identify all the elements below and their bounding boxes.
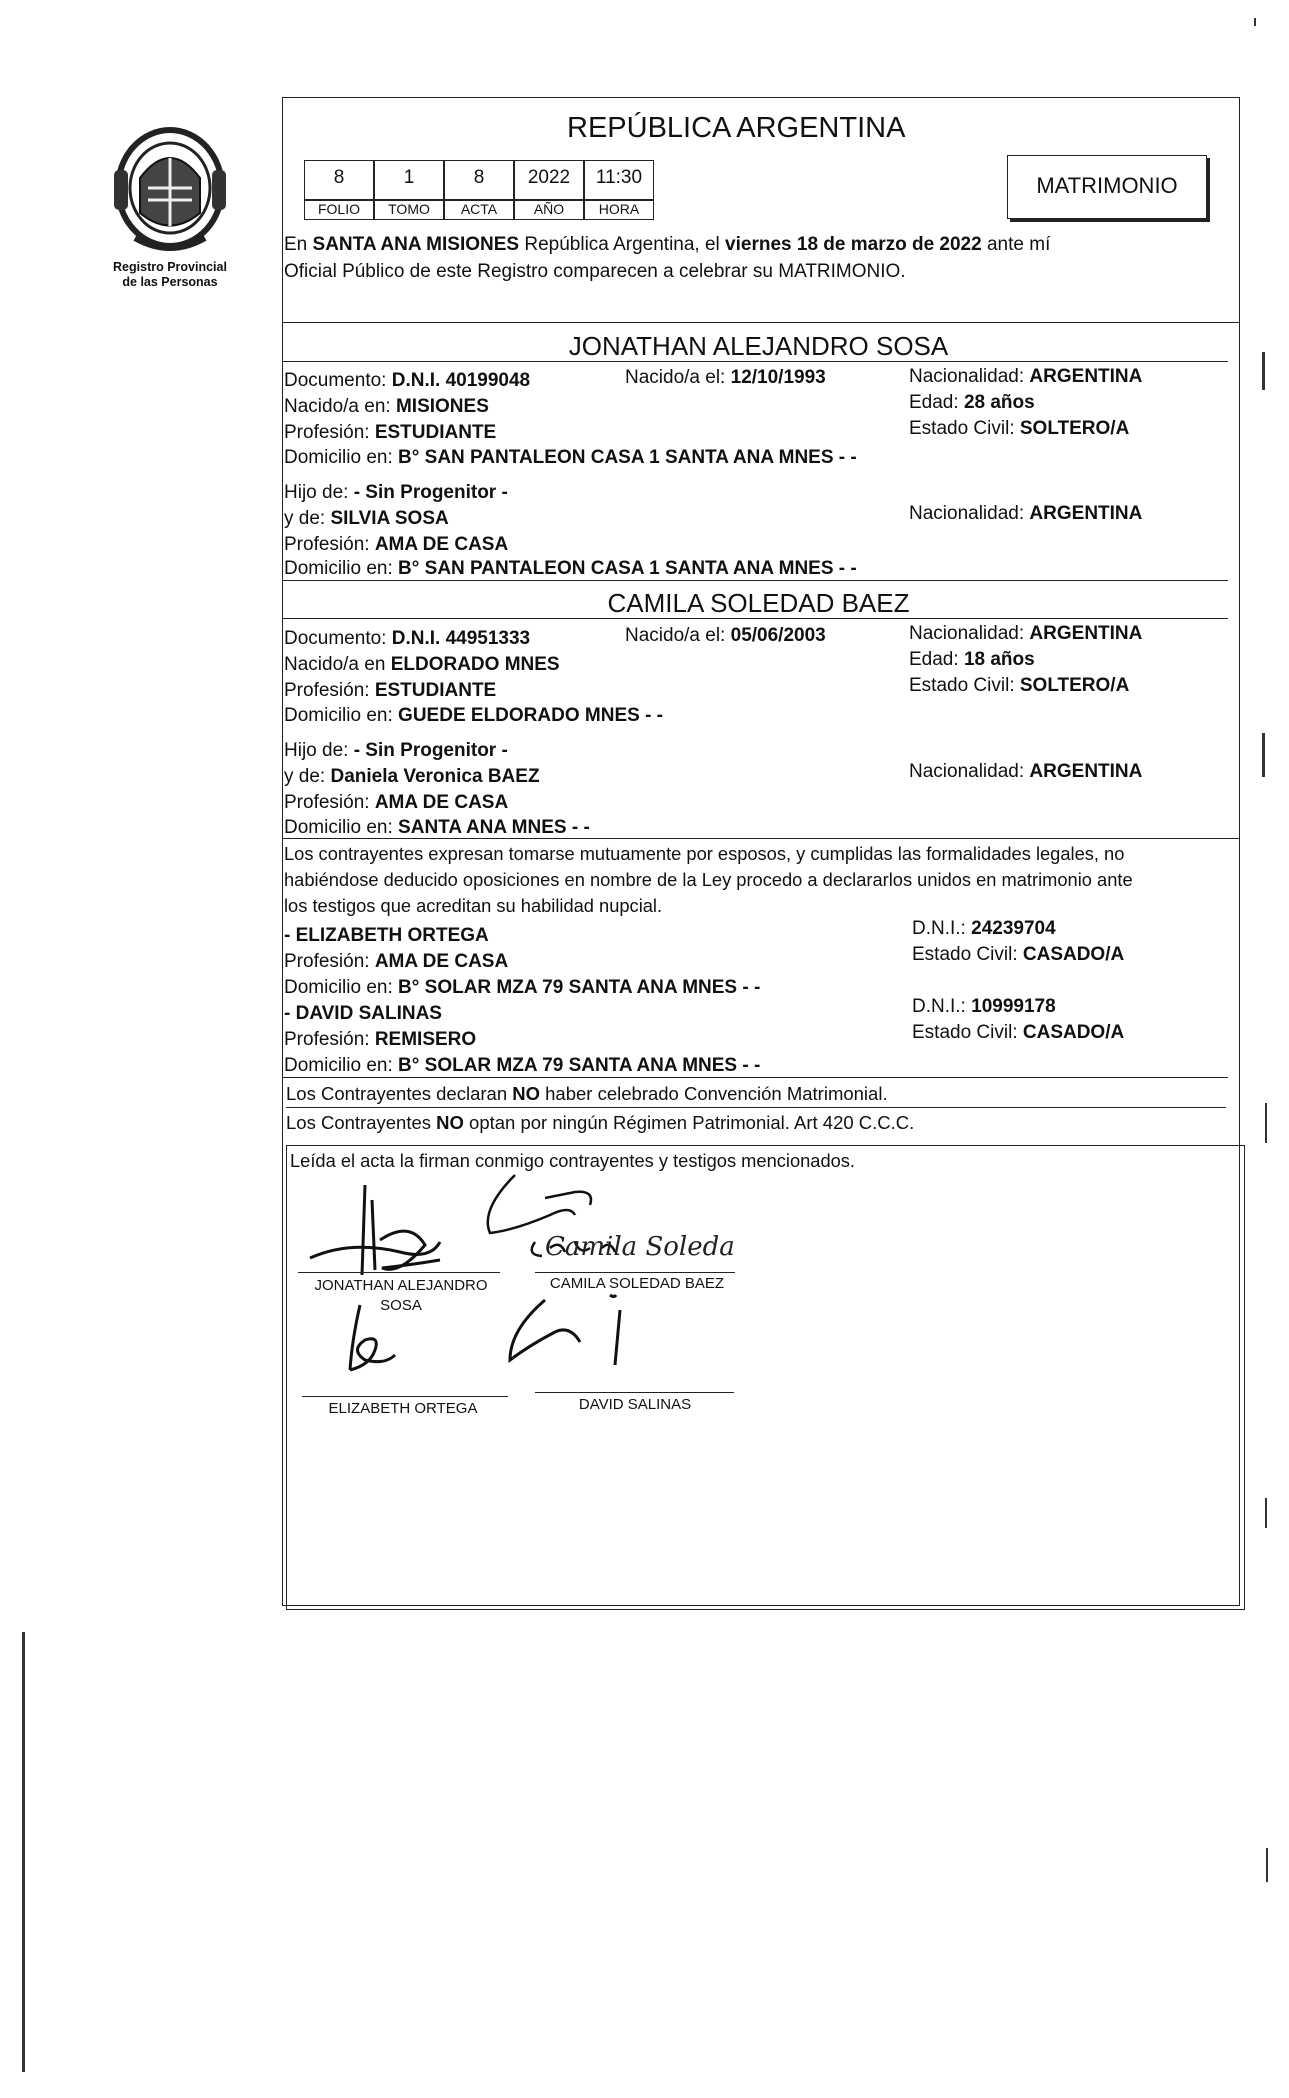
value: 28 años [963,392,1035,413]
label: y de: [284,508,331,529]
witness-1-profession [284,951,508,973]
label: Hijo de: [284,740,354,761]
text: Los Contrayentes [286,1112,437,1133]
value: SANTA ANA MNES - - [398,817,590,838]
label: Edad: [909,392,964,413]
hour-value: 11:30 [584,160,654,200]
emphasis: NO [512,1083,540,1104]
patrimonial-regime-note [286,1112,914,1134]
bride-signature-label: CAMILA SOLEDAD BAEZ [549,1275,725,1292]
divider [282,322,1240,323]
label: Documento: [284,370,392,391]
declaration-line-2: habiéndose deducido oposiciones en nombre de la Ley procedo a declararlos unidos en matrimonio ante [284,869,1133,890]
label: Nacionalidad: [909,366,1030,387]
value: 05/06/2003 [730,625,826,646]
value: ELDORADO MNES [390,654,560,675]
witness-2-civil-status [912,1022,1124,1044]
intro-line-2: Oficial Público de este Registro comparecen a celebrar su MATRIMONIO. [284,261,906,282]
province-seal-icon [100,118,240,258]
value: GUEDE ELDORADO MNES - - [398,705,663,726]
label: Nacido/a en [284,654,391,675]
groom-nationality [909,366,1142,388]
label: Profesión: [284,422,375,443]
label: Domicilio en: [284,977,399,998]
value: AMA DE CASA [374,951,509,972]
bride-profession [284,680,496,702]
value: AMA DE CASA [374,534,509,555]
registry-seal [100,118,240,296]
groom-birth-place [284,396,489,418]
groom-document [284,370,530,392]
value: CASADO/A [1022,944,1125,965]
bride-mother-address [284,817,590,839]
witness-1-dni [912,918,1056,940]
acta-label: ACTA [444,200,514,220]
folio-value: 8 [304,160,374,200]
scan-mark [1262,733,1265,777]
intro-place: SANTA ANA MISIONES [312,234,520,255]
bride-mother-profession [284,792,508,814]
label: Nacionalidad: [909,761,1030,782]
scan-mark [1265,1103,1267,1143]
scan-mark [1262,352,1265,390]
value: ESTUDIANTE [374,680,497,701]
hour-label: HORA [584,200,654,220]
text: Los Contrayentes declaran [286,1083,513,1104]
groom-mother [284,508,449,530]
groom-birth-date [625,367,826,389]
witness-1-name: - ELIZABETH ORTEGA [284,925,489,946]
label: Domicilio en: [284,705,399,726]
witness-1-address [284,977,760,999]
declaration-line-1: Los contrayentes expresan tomarse mutuamente por esposos, y cumplidas las formalidades legales, no [284,843,1125,864]
groom-age [909,392,1035,414]
acta-value: 8 [444,160,514,200]
witness-2-profession [284,1029,476,1051]
witness-2-signature-label: DAVID SALINAS [578,1396,692,1413]
value: REMISERO [374,1029,477,1050]
bride-signature-icon [488,1175,735,1262]
signature-line [298,1272,500,1273]
bride-civil-status [909,675,1129,697]
value: 12/10/1993 [730,367,826,388]
signature-line [535,1272,735,1273]
label: D.N.I.: [912,996,972,1017]
act-type-box [1007,155,1207,219]
divider [282,361,1228,362]
label: Profesión: [284,951,375,972]
closing-text: Leída el acta la firman conmigo contrayentes y testigos mencionados. [290,1150,855,1171]
value: B° SOLAR MZA 79 SANTA ANA MNES - - [398,1055,761,1076]
value: MISIONES [395,396,489,417]
bride-address [284,705,663,727]
text: haber celebrado Convención Matrimonial. [540,1083,888,1104]
label: Documento: [284,628,392,649]
witness-2-dni [912,996,1056,1018]
bride-father [284,740,508,762]
scan-mark [1266,1848,1268,1882]
label: D.N.I.: [912,918,972,939]
groom-signature-label-2: SOSA [380,1297,422,1314]
label: Estado Civil: [912,944,1023,965]
divider [282,838,1240,839]
value: ESTUDIANTE [374,422,497,443]
record-table [304,160,659,224]
label: Nacionalidad: [909,623,1030,644]
bride-mother [284,766,540,788]
emphasis: NO [436,1112,464,1133]
witness-1-civil-status [912,944,1124,966]
value: ARGENTINA [1029,503,1143,524]
label: Domicilio en: [284,1055,399,1076]
label: y de: [284,766,331,787]
value: CASADO/A [1022,1022,1125,1043]
value: B° SOLAR MZA 79 SANTA ANA MNES - - [398,977,761,998]
groom-profession [284,422,496,444]
scan-margin-line [22,1632,25,2072]
text: optan por ningún Régimen Patrimonial. Art 420 C.C.C. [463,1112,915,1133]
seal-line-2: de las Personas [122,275,218,289]
label: Hijo de: [284,482,354,503]
label: Nacionalidad: [909,503,1030,524]
value: SOLTERO/A [1019,418,1130,439]
label: Nacido/a en: [284,396,396,417]
tomo-value: 1 [374,160,444,200]
year-value: 2022 [514,160,584,200]
witness-1-signature-label: ELIZABETH ORTEGA [328,1400,478,1417]
groom-mother-profession [284,534,508,556]
handwritten-signatures [290,1170,850,1470]
country-title: REPÚBLICA ARGENTINA [567,112,906,144]
value: ARGENTINA [1029,366,1143,387]
value: 24239704 [971,918,1056,939]
label: Domicilio en: [284,817,399,838]
bride-document [284,628,530,650]
scan-mark [1265,1498,1267,1528]
value: B° SAN PANTALEON CASA 1 SANTA ANA MNES - - [398,558,857,579]
divider [282,1077,1228,1078]
groom-name: JONATHAN ALEJANDRO SOSA [568,331,949,361]
value: D.N.I. 40199048 [391,370,531,391]
declaration-line-3: los testigos que acreditan su habilidad nupcial. [284,895,663,916]
value: ARGENTINA [1029,623,1143,644]
label: Profesión: [284,792,375,813]
value: D.N.I. 44951333 [391,628,531,649]
signature-line [302,1396,508,1397]
witness-2-signature-icon [510,1295,620,1365]
year-label: AÑO [514,200,584,220]
intro-text-c: ante mí [981,234,1051,255]
signature-line [535,1392,734,1393]
groom-signature-label-1: JONATHAN ALEJANDRO [314,1277,488,1294]
witness-2-address [284,1055,760,1077]
value: AMA DE CASA [374,792,509,813]
value: SOLTERO/A [1019,675,1130,696]
label: Domicilio en: [284,558,399,579]
label: Estado Civil: [909,418,1020,439]
seal-line-1: Registro Provincial [113,260,227,274]
label: Profesión: [284,1029,375,1050]
label: Nacido/a el: [625,367,731,388]
value: 10999178 [971,996,1056,1017]
groom-signature-icon [310,1185,440,1275]
tomo-label: TOMO [374,200,444,220]
intro-line-1 [284,234,1050,256]
value: Daniela Veronica BAEZ [330,766,540,787]
label: Domicilio en: [284,447,399,468]
groom-address [284,447,857,469]
divider [282,618,1228,619]
bride-mother-nationality [909,761,1142,783]
act-type: MATRIMONIO [1036,173,1178,198]
groom-civil-status [909,418,1129,440]
groom-mother-address [284,558,857,580]
label: Estado Civil: [909,675,1020,696]
value: - Sin Progenitor - [353,482,508,503]
folio-label: FOLIO [304,200,374,220]
divider [282,580,1228,581]
bride-birth-date [625,625,826,647]
value: SILVIA SOSA [330,508,449,529]
label: Profesión: [284,680,375,701]
label: Estado Civil: [912,1022,1023,1043]
value: B° SAN PANTALEON CASA 1 SANTA ANA MNES - - [398,447,857,468]
divider [286,1107,1226,1108]
bride-birth-place [284,654,560,676]
label: Nacido/a el: [625,625,731,646]
intro-text-b: República Argentina, el [519,234,726,255]
intro-date: viernes 18 de marzo de 2022 [725,234,982,255]
bride-handwritten-text: Camila Soleda [545,1232,735,1262]
intro-text-a: En [284,234,313,255]
label: Profesión: [284,534,375,555]
witness-2-name: - DAVID SALINAS [284,1003,442,1024]
value: ARGENTINA [1029,761,1143,782]
groom-mother-nationality [909,503,1142,525]
value: - Sin Progenitor - [353,740,508,761]
groom-father [284,482,508,504]
value: 18 años [963,649,1035,670]
matrimonial-convention-note [286,1083,888,1105]
scan-mark [1254,18,1256,26]
label: Edad: [909,649,964,670]
bride-nationality [909,623,1142,645]
bride-name: CAMILA SOLEDAD BAEZ [607,588,910,618]
bride-age [909,649,1035,671]
